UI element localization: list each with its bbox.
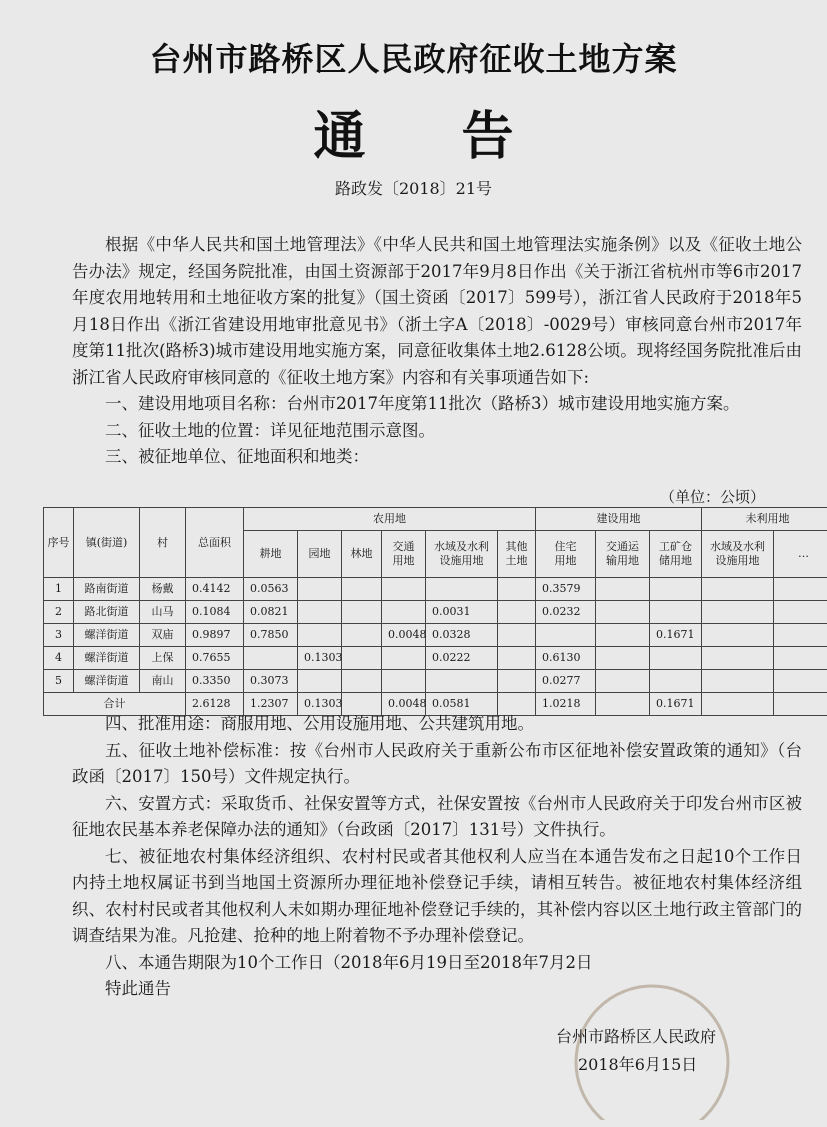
total-label: 合计 [44,693,186,716]
table-cell [774,670,827,693]
table-cell [596,578,650,601]
table-cell [498,647,536,670]
table-cell: 杨戴 [140,578,186,601]
item-1: 一、建设用地项目名称：台州市2017年度第11批次（路桥3）城市建设用地实施方案。 [105,394,740,413]
total-cell: 0.0048 [382,693,426,716]
table-cell [650,578,702,601]
table-cell: 螺洋街道 [74,670,140,693]
table-row [44,601,827,624]
signature-org: 台州市路桥区人民政府 [556,1027,717,1046]
table-cell [342,670,382,693]
table-cell [774,624,827,647]
table-cell [536,624,596,647]
table-cell [702,601,774,624]
header-col: 交通运 输用地 [596,531,650,578]
subtitle-char-1: 通 [313,107,366,167]
header-col: 住宅 用地 [536,531,596,578]
header-col: 水域及水利 设施用地 [702,531,774,578]
table-unit: （单位：公顷） [659,488,765,506]
table-cell: 0.0821 [244,601,298,624]
table-cell: 0.6130 [536,647,596,670]
table-cell [774,578,827,601]
header-col: 耕地 [244,531,298,578]
subtitle-char-2: 告 [461,107,514,167]
signature-date: 2018年6月15日 [578,1055,698,1074]
table-cell: 4 [44,647,74,670]
table-cell [498,670,536,693]
table-cell [702,670,774,693]
table-cell [382,601,426,624]
table-row [44,670,827,693]
table-cell [498,601,536,624]
body-top [72,232,802,471]
table-cell [244,647,298,670]
table-cell: 0.0031 [426,601,498,624]
table-cell: 0.4142 [186,578,244,601]
table-cell: 0.0277 [536,670,596,693]
header-agri-group: 农用地 [244,508,536,531]
document-number: 路政发〔2018〕21号 [334,179,493,198]
table-cell: 0.1671 [650,624,702,647]
header-col: 林地 [342,531,382,578]
table-cell [774,601,827,624]
total-cell: 1.2307 [244,693,298,716]
table-cell: 双庙 [140,624,186,647]
table-cell [596,624,650,647]
table-cell: 3 [44,624,74,647]
table-cell [774,647,827,670]
table-cell [342,578,382,601]
header-col: 交通 用地 [382,531,426,578]
item-8: 八、本通告期限为10个工作日（2018年6月19日至2018年7月2日 [105,952,593,972]
table-row [44,578,827,601]
table-cell [298,670,342,693]
table-cell [298,624,342,647]
table-cell: 0.3350 [186,670,244,693]
header-col: … [774,531,827,578]
table-cell: 0.0222 [426,647,498,670]
table-cell [596,647,650,670]
table-cell: 0.0232 [536,601,596,624]
table-cell [650,647,702,670]
table-cell: 螺洋街道 [74,647,140,670]
table-row [44,647,827,670]
header-village: 村 [140,508,186,578]
table-body [44,578,827,693]
document-subtitle [0,94,827,169]
table-cell [426,670,498,693]
item-2: 二、征收土地的位置：详见征地范围示意图。 [105,420,435,440]
intro-paragraph: 根据《中华人民共和国土地管理法》《中华人民共和国土地管理法实施条例》以及《征收土地公告办法》规定，经国务院批准，由国土资源部于2017年9月8日作出《关于浙江省杭州市等6市2017年度农用地转用和土地征收方案的批复》（国土资函〔2017〕599号），浙江省人民政府于2018年5月18日作出《浙江省建设用地审批意见书》（浙土字A〔2018〕-0029号）审核同意台州市2017年度第11批次(路桥3)城市建设用地实施方案，同意征收集体土地2.6128公顷。现将经国务院批准后由浙江省人民政府审核同意的《征收土地方案》内容和有关事项通告如下: [72,235,802,387]
header-col: 水域及水利 设施用地 [426,531,498,578]
table-cell [650,601,702,624]
table-cell [298,578,342,601]
table-cell: 0.1303 [298,647,342,670]
table-cell: 上保 [140,647,186,670]
header-total: 总面积 [186,508,244,578]
table-cell [342,624,382,647]
closing-line: 特此通告 [105,979,171,998]
body-bottom [72,711,802,1003]
total-cell: 0.1303 [298,693,342,716]
table-cell [382,578,426,601]
table-cell [596,601,650,624]
table-cell: 山马 [140,601,186,624]
header-col: 工矿仓 储用地 [650,531,702,578]
item-7: 七、被征地农村集体经济组织、农村村民或者其他权利人应当在本通告发布之日起10个工作日内持土地权属证书到当地国土资源所办理征地补偿登记手续，请相互转告。被征地农村集体经济组织、农村村民或者其他权利人未如期办理征地补偿登记手续的，其补偿内容以区土地行政主管部门的调查结果为准。凡抢建、抢种的地上附着物不予办理补偿登记。 [72,846,802,945]
table-cell [702,578,774,601]
table-cell: 0.7850 [244,624,298,647]
header-col: 园地 [298,531,342,578]
table-cell: 5 [44,670,74,693]
table-cell [596,670,650,693]
item-6: 六、安置方式：采取货币、社保安置等方式，社保安置按《台州市人民政府关于印发台州市区被征地农民基本养老保障办法的通知》（台政函〔2017〕131号）文件执行。 [72,793,802,839]
table-cell: 0.3579 [536,578,596,601]
table-cell: 0.0048 [382,624,426,647]
item-4: 四、批准用途：商服用地、公用设施用地、公共建筑用地。 [105,714,534,733]
table-cell: 0.0328 [426,624,498,647]
table-cell [702,647,774,670]
land-table [43,507,827,716]
total-cell: 0.1671 [650,693,702,716]
item-5: 五、征收土地补偿标准：按《台州市人民政府关于重新公布市区征地补偿安置政策的通知》（台政函〔2017〕150号）文件规定执行。 [72,740,802,786]
table-cell [382,670,426,693]
table-cell [650,670,702,693]
table-cell [382,647,426,670]
table-cell [426,578,498,601]
total-cell: 1.0218 [536,693,596,716]
header-build-group: 建设用地 [536,508,702,531]
total-cell: 2.6128 [186,693,244,716]
table-cell [702,624,774,647]
header-seq: 序号 [44,508,74,578]
header-town: 镇(街道) [74,508,140,578]
document-title: 台州市路桥区人民政府征收土地方案 [149,40,678,78]
item-3: 三、被征地单位、征地面积和地类： [105,447,369,466]
table-row [44,624,827,647]
table-cell: 0.0563 [244,578,298,601]
table-cell [342,601,382,624]
table-cell: 0.1084 [186,601,244,624]
table-cell: 路南街道 [74,578,140,601]
total-cell: 0.0581 [426,693,498,716]
table-cell: 0.7655 [186,647,244,670]
table-header-row-1 [44,508,827,531]
table-cell [298,601,342,624]
table-cell: 南山 [140,670,186,693]
table-cell [498,578,536,601]
table-cell: 1 [44,578,74,601]
table-cell: 螺洋街道 [74,624,140,647]
table-cell: 路北街道 [74,601,140,624]
table-cell: 0.9897 [186,624,244,647]
header-col: 其他 土地 [498,531,536,578]
table-cell: 0.3073 [244,670,298,693]
table-cell [342,647,382,670]
table-cell: 2 [44,601,74,624]
header-unused-group: 未利用地 [702,508,827,531]
table-cell [498,624,536,647]
